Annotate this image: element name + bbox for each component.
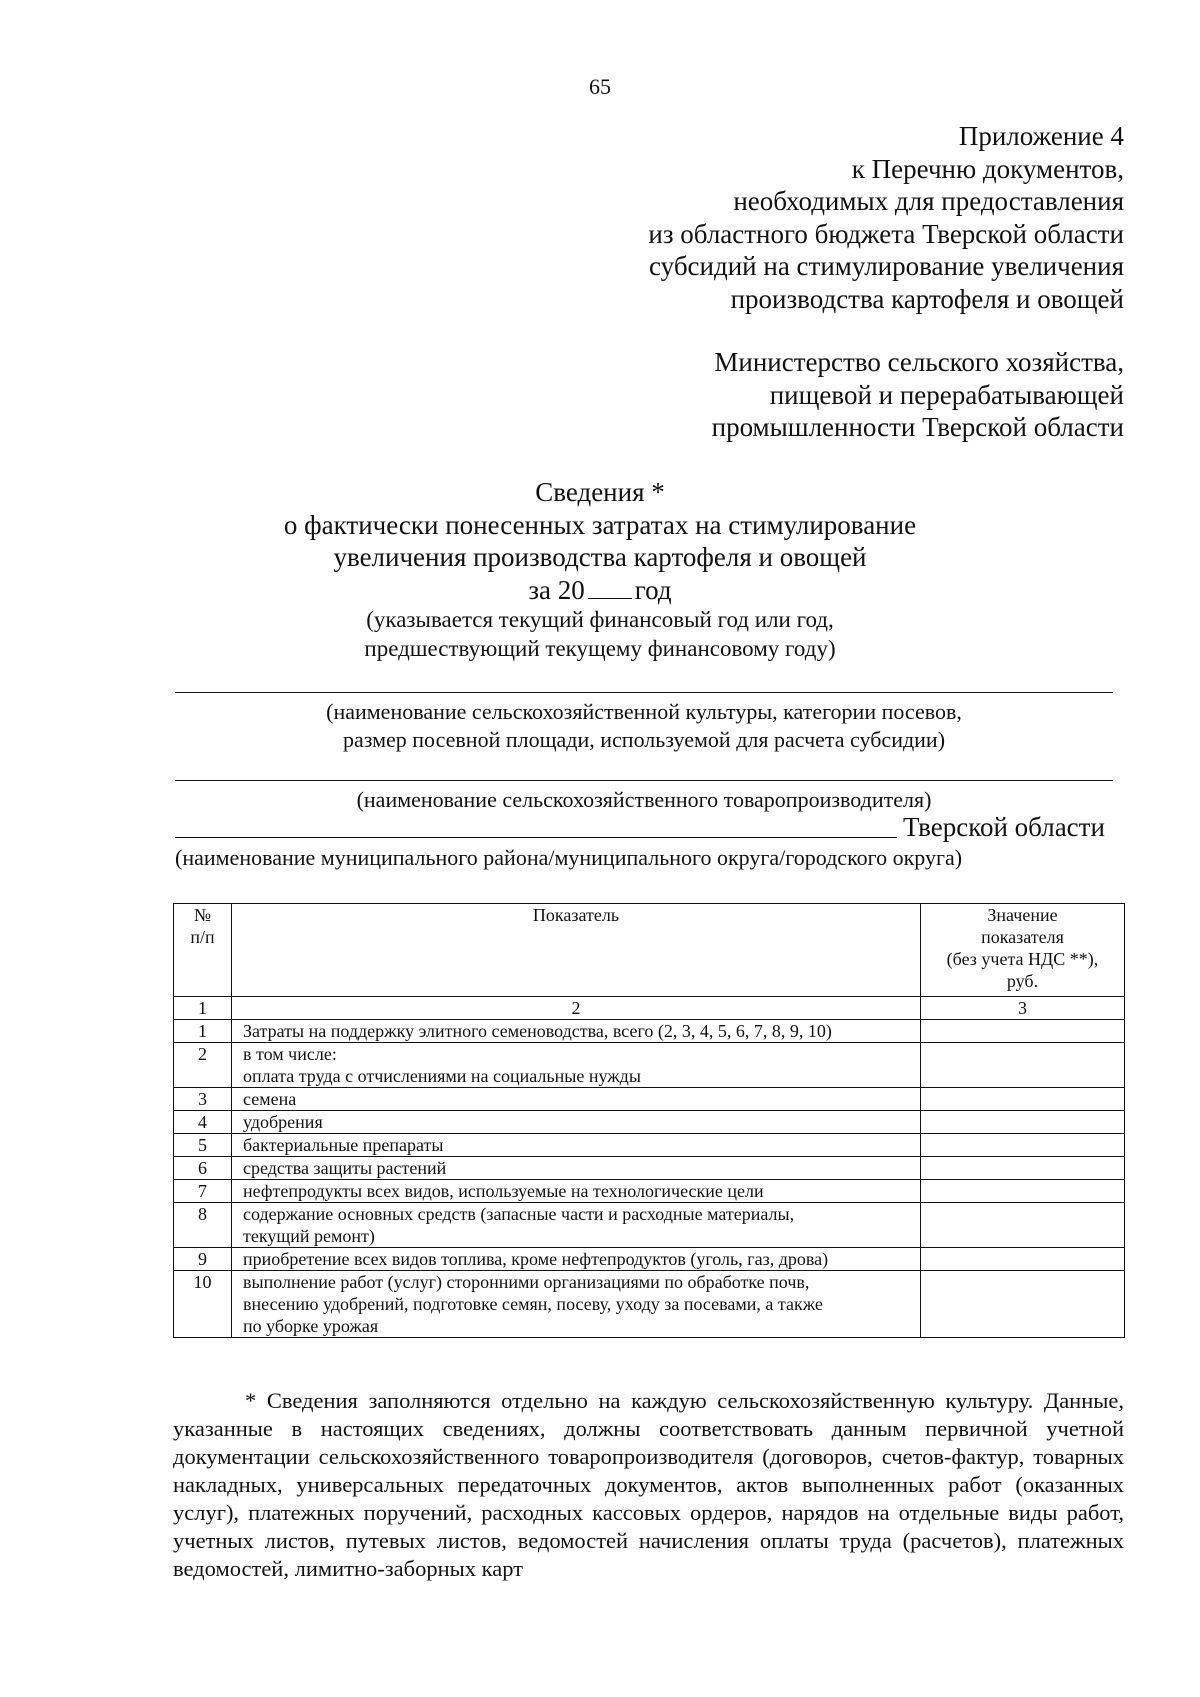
header-num-line: № bbox=[193, 905, 212, 925]
table-row bbox=[174, 1180, 1125, 1203]
crop-caption bbox=[175, 698, 1113, 754]
producer-blank-line[interactable] bbox=[175, 780, 1113, 781]
crop-caption-line: (наименование сельскохозяйственной культуры, категории посевов, bbox=[326, 699, 962, 724]
table-row bbox=[174, 1088, 1125, 1111]
header-indicator: Показатель bbox=[232, 904, 921, 997]
indicator-line: бактериальные препараты bbox=[243, 1135, 444, 1155]
appendix-block bbox=[648, 120, 1124, 315]
row-value-cell[interactable] bbox=[921, 1088, 1125, 1111]
producer-caption: (наименование сельскохозяйственного товаропроизводителя) bbox=[356, 787, 932, 812]
indicator-line: по уборке урожая bbox=[243, 1316, 379, 1336]
table-row bbox=[174, 1248, 1125, 1271]
title-line: увеличения производства картофеля и овощей bbox=[333, 542, 867, 572]
header-value-line: Значение bbox=[987, 905, 1058, 925]
table-body bbox=[174, 1020, 1125, 1338]
column-number-row bbox=[174, 997, 1125, 1020]
appendix-line: субсидий на стимулирование увеличения bbox=[649, 251, 1124, 281]
row-number: 8 bbox=[174, 1203, 232, 1248]
row-indicator bbox=[232, 1088, 921, 1111]
row-value-cell[interactable] bbox=[921, 1248, 1125, 1271]
row-number: 5 bbox=[174, 1134, 232, 1157]
appendix-line: производства картофеля и овощей bbox=[730, 283, 1124, 314]
table-row bbox=[174, 1157, 1125, 1180]
row-indicator bbox=[232, 1157, 921, 1180]
title-note: предшествующий текущему финансовому году) bbox=[364, 635, 836, 661]
row-value-cell[interactable] bbox=[921, 1111, 1125, 1134]
row-number: 3 bbox=[174, 1088, 232, 1111]
title-note: (указывается текущий финансовый год или год, bbox=[366, 607, 834, 632]
title-heading: Сведения * bbox=[535, 477, 665, 507]
row-value-cell[interactable] bbox=[921, 1043, 1125, 1088]
page-number: 65 bbox=[589, 74, 611, 99]
year-prefix: за 20 bbox=[528, 574, 585, 605]
indicator-line: приобретение всех видов топлива, кроме нефтепродуктов (уголь, газ, дрова) bbox=[243, 1249, 829, 1269]
row-indicator bbox=[232, 1111, 921, 1134]
table-row bbox=[174, 1271, 1125, 1338]
column-number: 3 bbox=[921, 997, 1125, 1020]
title-year-line bbox=[0, 574, 1200, 607]
row-value-cell[interactable] bbox=[921, 1180, 1125, 1203]
costs-table bbox=[173, 903, 1125, 1338]
row-indicator bbox=[232, 1020, 921, 1043]
appendix-line: из областного бюджета Тверской области bbox=[648, 218, 1124, 249]
header-value-line: показателя bbox=[981, 927, 1064, 947]
row-indicator bbox=[232, 1203, 921, 1248]
year-blank-field[interactable] bbox=[588, 576, 632, 599]
footnote-text: * Сведения заполняются отдельно на каждую сельскохозяйственную культуру. Данные, указанные в настоящих сведениях, должны соответствовать данным первичной учетной документации сельскохозяйственного товаропроизводителя (договоров, счетов-фактур, товарных накладных, универсальных передаточных документов, актов выполненных работ (оказанных услуг), платежных поручений, расходных кассовых ордеров, нарядов на отдельные виды работ, учетных листов, путевых листов, ведомостей начисления оплаты труда (расчетов), платежных ведомостей, лимитно-заборных карт bbox=[173, 1388, 1124, 1581]
indicator-line: Затраты на поддержку элитного семеноводства, всего (2, 3, 4, 5, 6, 7, 8, 9, 10) bbox=[243, 1021, 832, 1041]
indicator-line: нефтепродукты всех видов, используемые на технологические цели bbox=[243, 1181, 764, 1201]
indicator-line: выполнение работ (услуг) сторонними организациями по обработке почв, bbox=[243, 1272, 810, 1292]
title-line: о фактически понесенных затратах на стимулирование bbox=[283, 509, 917, 540]
indicator-line: оплата труда с отчислениями на социальные нужды bbox=[243, 1066, 641, 1086]
table-row bbox=[174, 1134, 1125, 1157]
indicator-line: семена bbox=[243, 1089, 297, 1109]
row-indicator bbox=[232, 1180, 921, 1203]
table-row bbox=[174, 1203, 1125, 1248]
row-value-cell[interactable] bbox=[921, 1271, 1125, 1338]
row-indicator bbox=[232, 1271, 921, 1338]
header-num bbox=[174, 904, 232, 997]
row-value-cell[interactable] bbox=[921, 1203, 1125, 1248]
header-value-line: руб. bbox=[1006, 971, 1039, 991]
table-header-row bbox=[174, 904, 1125, 997]
region-text: Тверской области bbox=[903, 812, 1105, 842]
table-row bbox=[174, 1020, 1125, 1043]
footnote bbox=[173, 1387, 1124, 1583]
addressee-line: промышленности Тверской области bbox=[711, 412, 1124, 442]
header-num-line: п/п bbox=[190, 927, 215, 947]
addressee-block bbox=[712, 346, 1124, 444]
indicator-line: средства защиты растений bbox=[243, 1158, 447, 1178]
row-indicator bbox=[232, 1134, 921, 1157]
row-indicator bbox=[232, 1248, 921, 1271]
crop-blank-line[interactable] bbox=[175, 692, 1113, 693]
district-blank-line[interactable] bbox=[175, 837, 897, 838]
row-value-cell[interactable] bbox=[921, 1157, 1125, 1180]
header-value-line: (без учета НДС **), bbox=[946, 949, 1099, 969]
row-number: 7 bbox=[174, 1180, 232, 1203]
table-row bbox=[174, 1043, 1125, 1088]
district-caption: (наименование муниципального района/муниципального округа/городского округа) bbox=[175, 845, 963, 870]
crop-caption-line: размер посевной площади, используемой для расчета субсидии) bbox=[342, 727, 946, 752]
row-number: 4 bbox=[174, 1111, 232, 1134]
indicator-line: текущий ремонт) bbox=[243, 1226, 375, 1246]
header-value bbox=[921, 904, 1125, 997]
row-number: 6 bbox=[174, 1157, 232, 1180]
row-number: 9 bbox=[174, 1248, 232, 1271]
addressee-line: пищевой и перерабатывающей bbox=[769, 379, 1124, 410]
column-number: 2 bbox=[232, 997, 921, 1020]
table-row bbox=[174, 1111, 1125, 1134]
row-number: 10 bbox=[174, 1271, 232, 1338]
appendix-line: необходимых для предоставления bbox=[733, 186, 1124, 216]
column-number: 1 bbox=[174, 997, 232, 1020]
indicator-line: содержание основных средств (запасные части и расходные материалы, bbox=[243, 1204, 795, 1224]
document-title bbox=[0, 476, 1200, 663]
appendix-line: к Перечню документов, bbox=[851, 153, 1124, 184]
addressee-line: Министерство сельского хозяйства, bbox=[714, 347, 1124, 377]
row-value-cell[interactable] bbox=[921, 1134, 1125, 1157]
row-indicator bbox=[232, 1043, 921, 1088]
row-number: 2 bbox=[174, 1043, 232, 1088]
row-value-cell[interactable] bbox=[921, 1020, 1125, 1043]
row-number: 1 bbox=[174, 1020, 232, 1043]
year-suffix: год bbox=[634, 574, 672, 605]
appendix-line: Приложение 4 bbox=[958, 121, 1124, 151]
indicator-line: удобрения bbox=[243, 1112, 323, 1132]
indicator-line: в том числе: bbox=[243, 1044, 337, 1064]
indicator-line: внесению удобрений, подготовке семян, посеву, уходу за посевами, а также bbox=[243, 1294, 823, 1314]
